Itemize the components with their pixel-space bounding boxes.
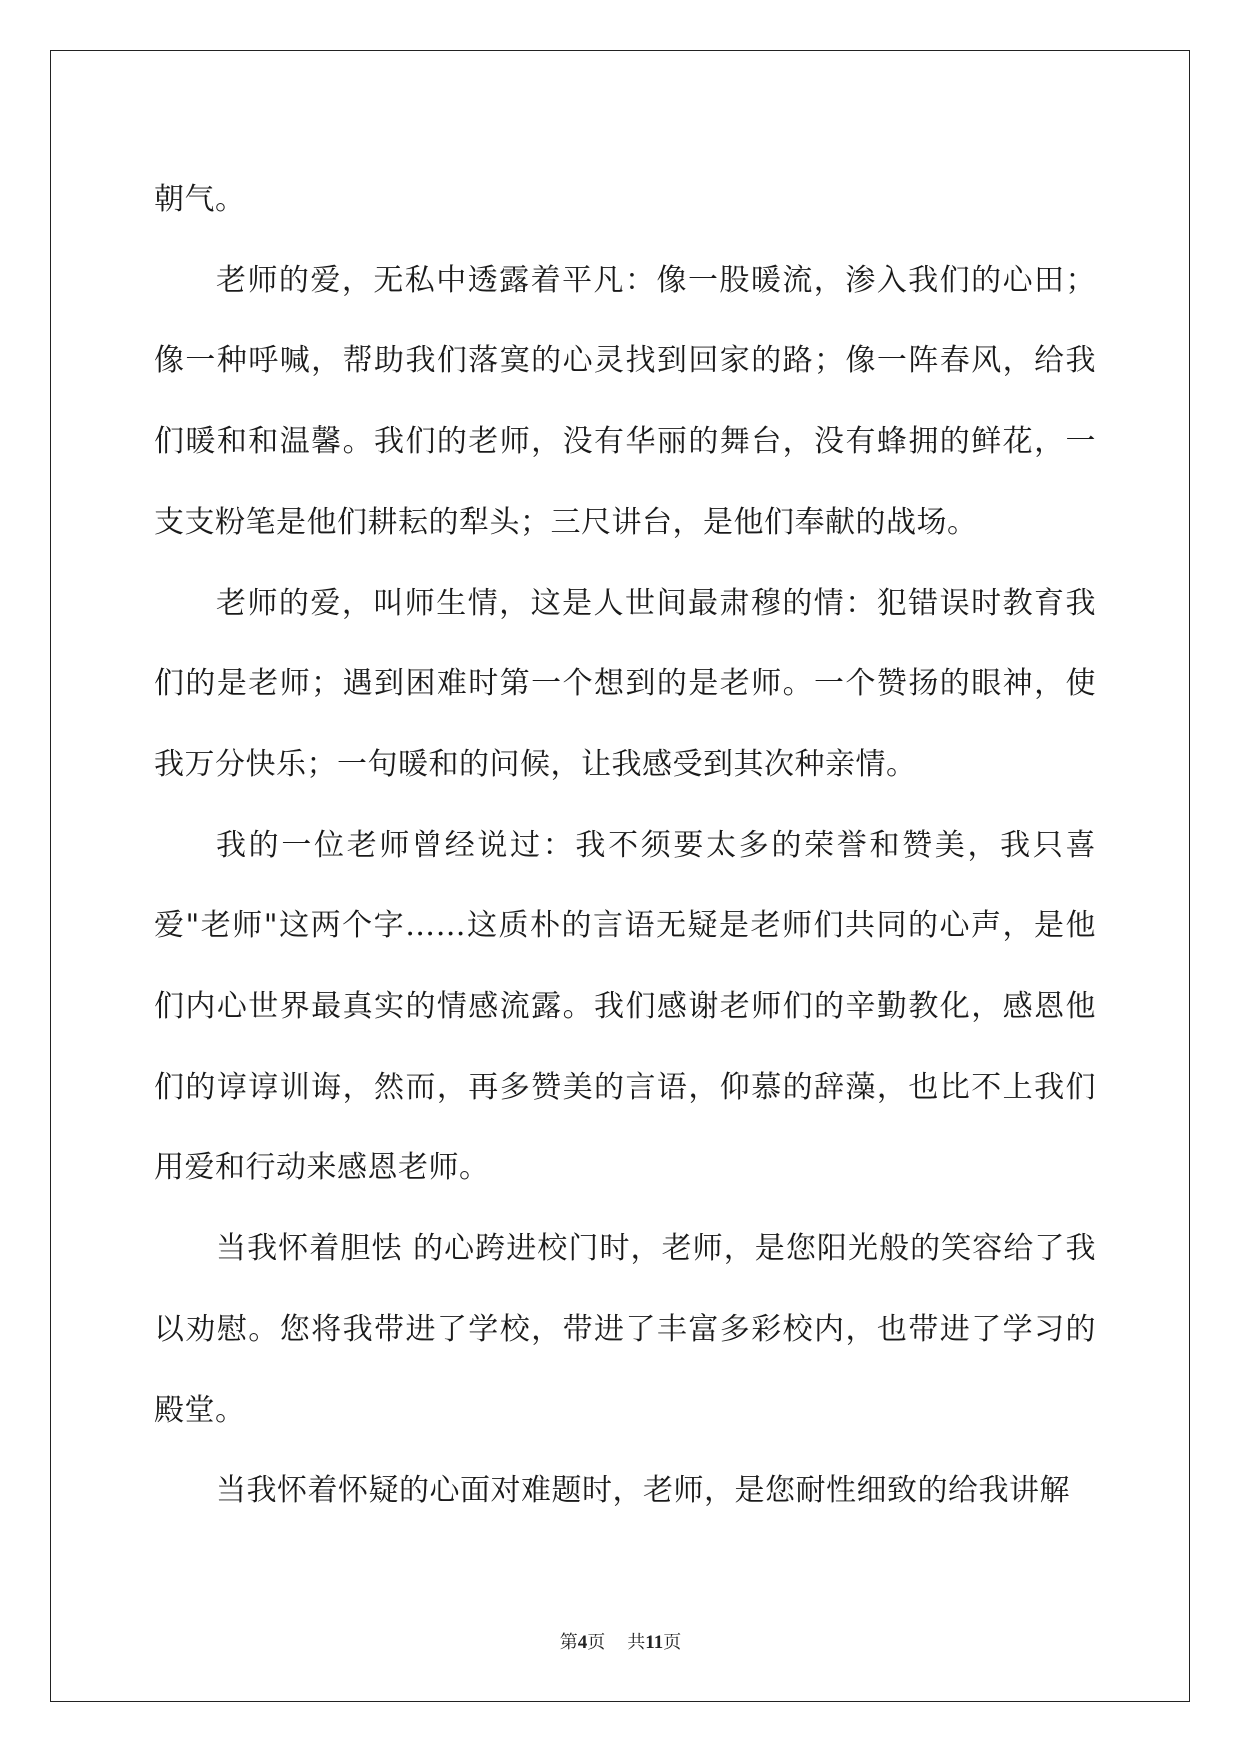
footer-page-suffix: 页 <box>587 1632 606 1653</box>
paragraph-4: 我的一位老师曾经说过：我不须要太多的荣誉和赞美，我只喜爱"老师"这两个字……这质朴的言语无疑是老师们共同的心声，是他们内心世界最真实的情感流露。我们感谢老师们的辛勤教化，感恩他们的谆谆训诲，然而，再多赞美的言语，仰慕的辞藻，也比不上我们用爱和行动来感恩老师。 <box>154 827 1096 1186</box>
paragraph-3: 老师的爱，叫师生情，这是人世间最肃穆的情：犯错误时教育我们的是老师；遇到困难时第一个想到的是老师。一个赞扬的眼神，使我万分快乐；一句暖和的问候，让我感受到其次种亲情。 <box>154 585 1096 782</box>
paragraph-1: 朝气。 <box>154 182 246 217</box>
page-footer <box>0 1628 1241 1654</box>
footer-prefix: 第 <box>559 1632 578 1653</box>
footer-total-suffix: 页 <box>663 1632 682 1653</box>
document-body <box>154 160 1096 1532</box>
footer-total-pages: 11 <box>645 1632 664 1653</box>
paragraph-2: 老师的爱，无私中透露着平凡：像一股暖流，渗入我们的心田；像一种呼喊，帮助我们落寞的心灵找到回家的路；像一阵春风，给我们暖和和温馨。我们的老师，没有华丽的舞台，没有蜂拥的鲜花，一支支粉笔是他们耕耘的犁头；三尺讲台，是他们奉献的战场。 <box>154 262 1096 540</box>
paragraph-5: 当我怀着胆怯 的心跨进校门时，老师，是您阳光般的笑容给了我以劝慰。您将我带进了学校，带进了丰富多彩校内，也带进了学习的殿堂。 <box>154 1231 1096 1428</box>
footer-total-prefix: 共 <box>627 1632 646 1653</box>
footer-page-number: 4 <box>577 1632 588 1653</box>
paragraph-6: 当我怀着怀疑的心面对难题时，老师，是您耐性细致的给我讲解 <box>216 1473 1070 1509</box>
